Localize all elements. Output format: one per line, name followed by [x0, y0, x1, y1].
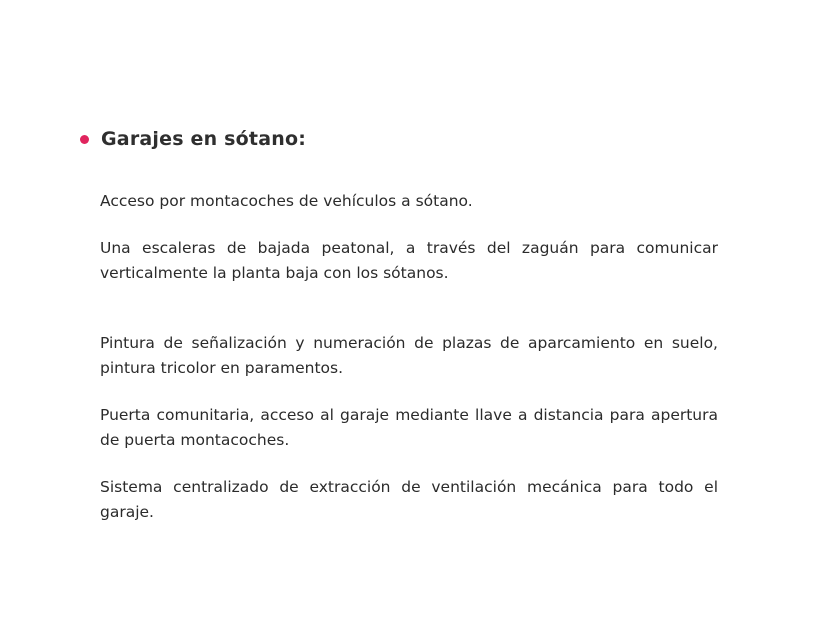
paragraph-ventilation: Sistema centralizado de extracción de ventilación mecánica para todo el garaje.: [100, 477, 718, 521]
paragraph-access: Acceso por montacoches de vehículos a sótano.: [100, 191, 473, 210]
paragraph-painting: Pintura de señalización y numeración de plazas de aparcamiento en suelo, pintura tricolor en paramentos.: [100, 333, 718, 377]
section-heading: [80, 124, 720, 154]
paragraph-stairs: Una escaleras de bajada peatonal, a través del zaguán para comunicar verticalmente la planta baja con los sótanos.: [100, 238, 718, 282]
bullet-dot-icon: [80, 135, 89, 144]
paragraph-door: Puerta comunitaria, acceso al garaje mediante llave a distancia para apertura de puerta montacoches.: [100, 405, 718, 449]
section-heading-text: Garajes en sótano:: [101, 128, 307, 150]
